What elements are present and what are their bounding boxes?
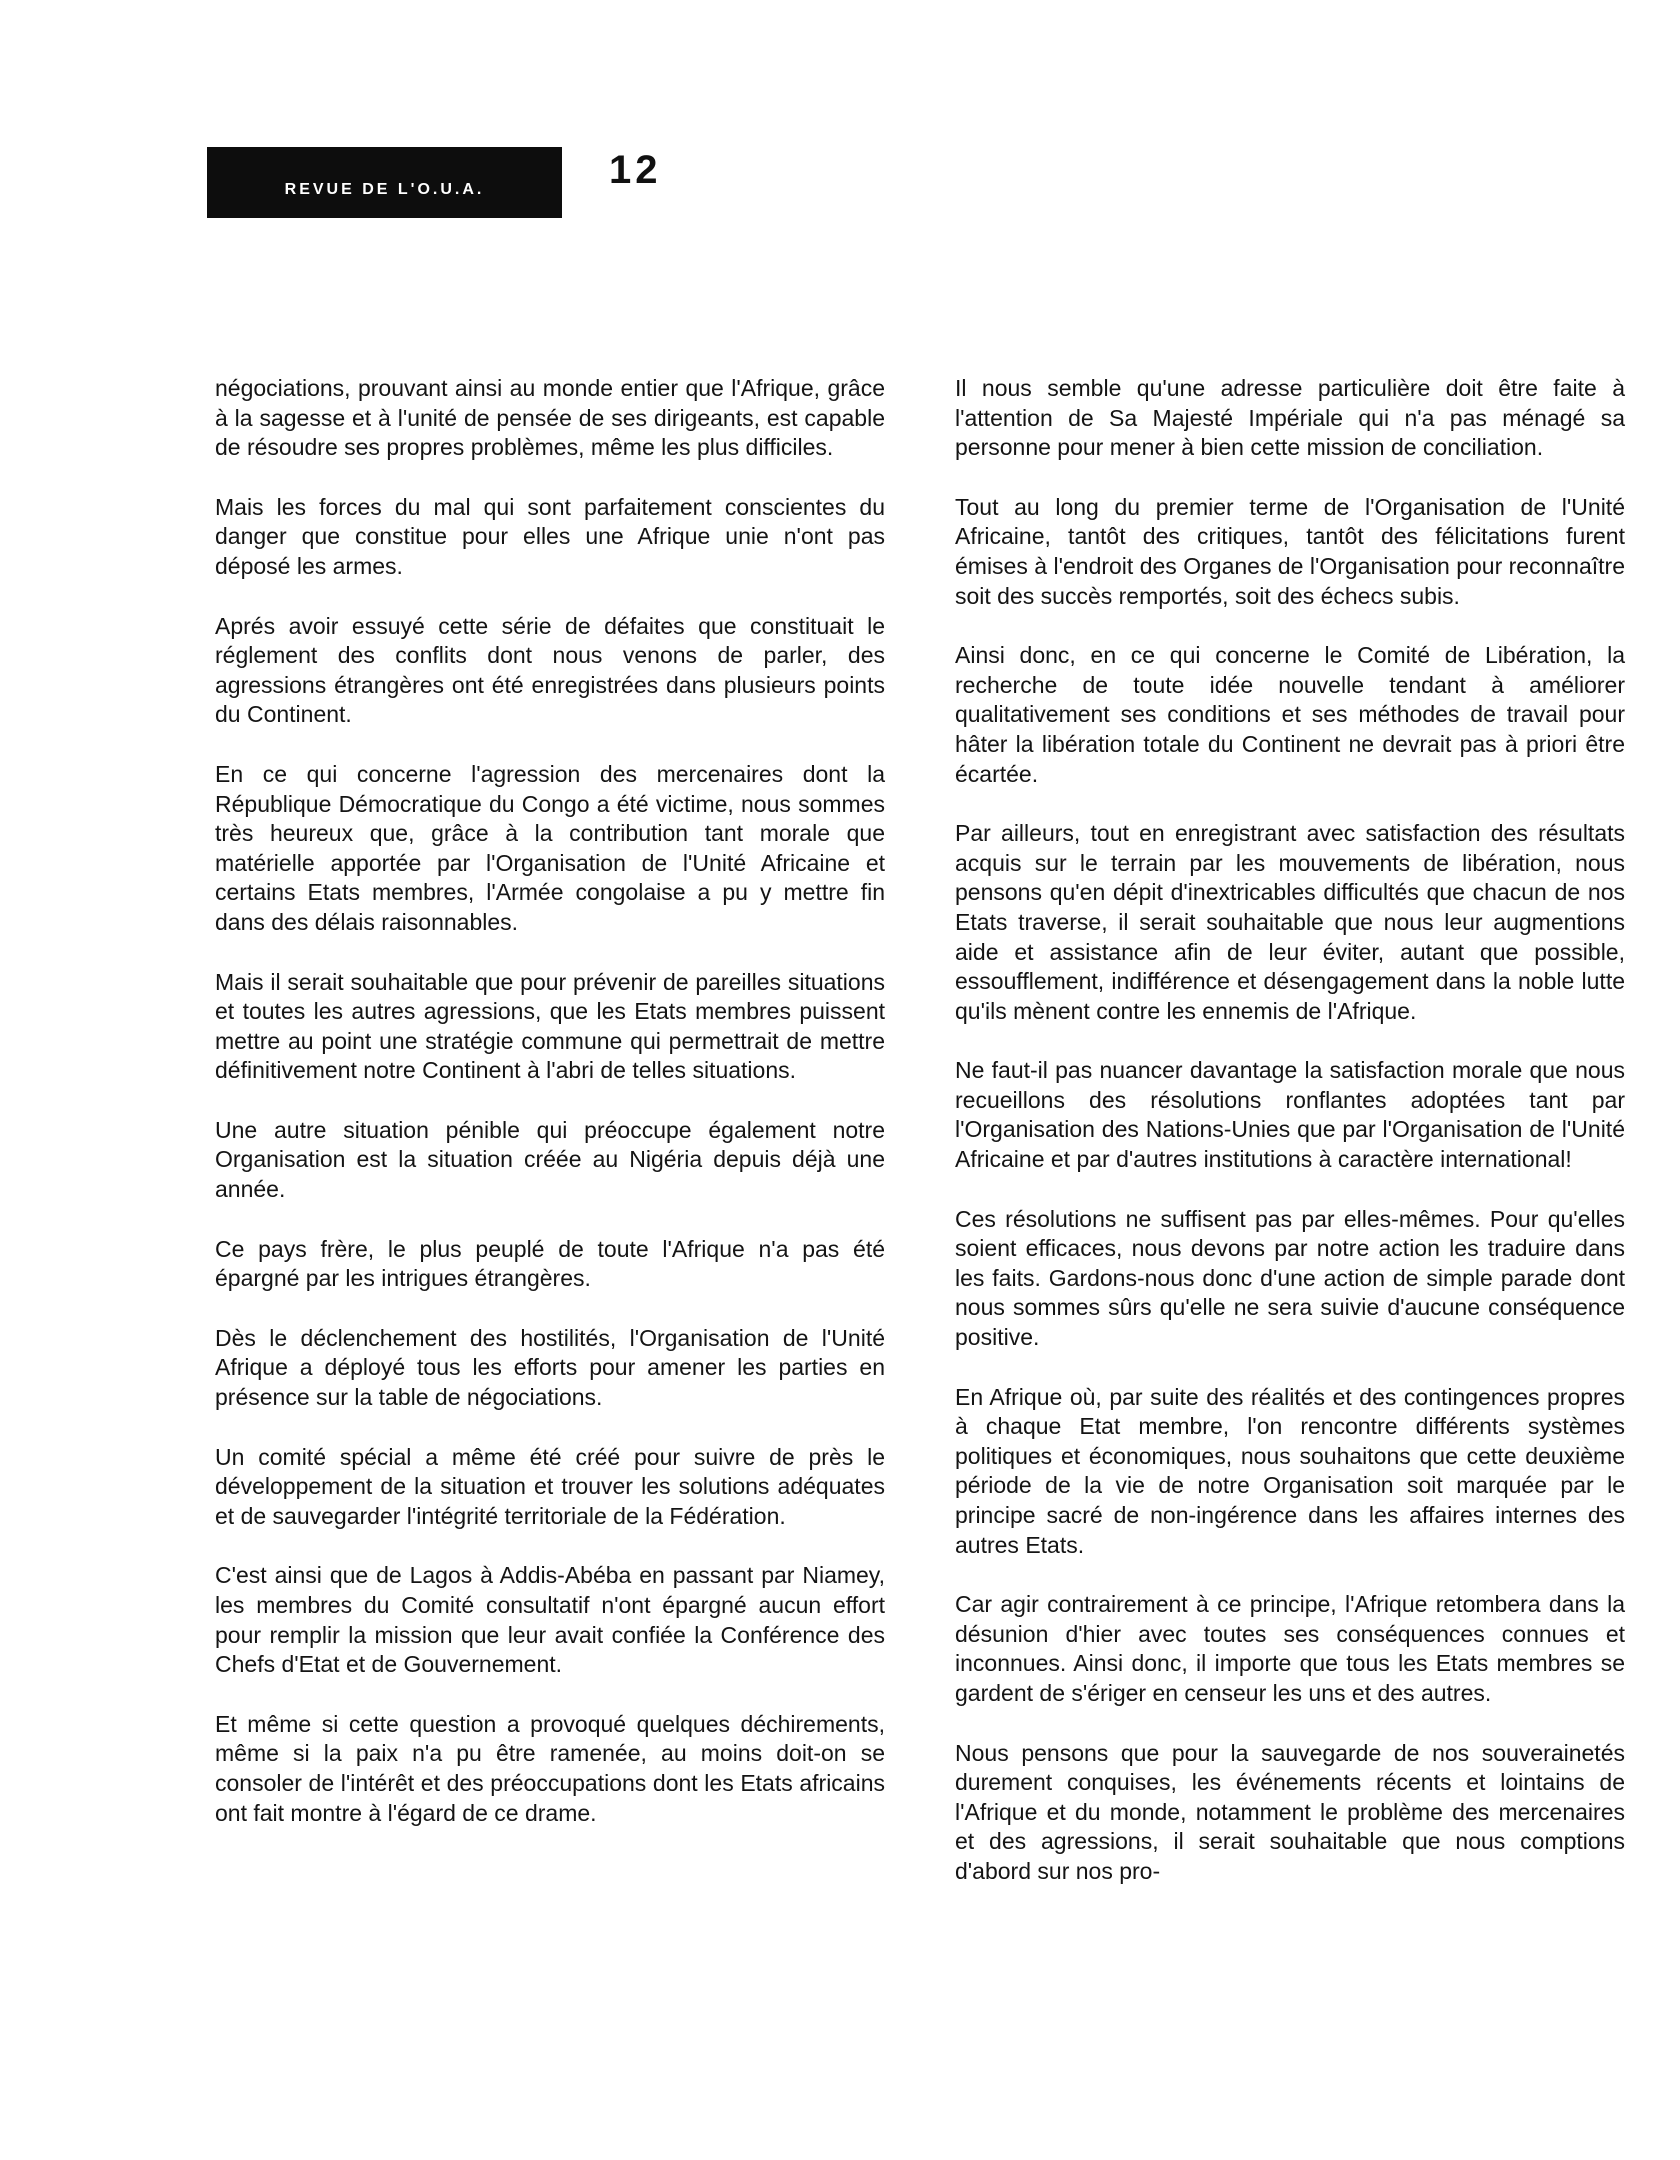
paragraph: Mais les forces du mal qui sont parfaitement conscientes du danger que constitue pour elles une Afrique unie n'ont pas déposé les armes. [215,493,885,579]
paragraph: Nous pensons que pour la sauvegarde de nos souverainetés durement conquises, les événements récents et lointains de l'Afrique et du monde, notamment le problème des mercenaires et des agressions, il serait souhaitable que nous comptions d'abord sur nos pro- [955,1739,1625,1884]
paragraph: En Afrique où, par suite des réalités et des contingences propres à chaque Etat membre, l'on rencontre différents systèmes politiques et économiques, nous souhaitons que cette deuxième période de la vie de notre Organisation soit marquée par le principe sacré de non-ingérence dans les affaires internes des autres Etats. [955,1383,1625,1558]
paragraph: Un comité spécial a même été créé pour suivre de près le développement de la situation et trouver les solutions adéquates et de sauvegarder l'intégrité territoriale de la Fédération. [215,1443,885,1529]
paragraph: Il nous semble qu'une adresse particulière doit être faite à l'attention de Sa Majesté Impériale qui n'a pas ménagé sa personne pour mener à bien cette mission de conciliation. [955,375,1625,461]
paragraph: En ce qui concerne l'agression des mercenaires dont la République Démocratique du Congo a été victime, nous sommes très heureux que, grâce à la contribution tant morale que matérielle apportée par l'Organisation de l'Unité Africaine et certains Etats membres, l'Armée congolaise a pu y mettre fin dans des délais raisonnables. [215,760,885,935]
paragraph: Ainsi donc, en ce qui concerne le Comité de Libération, la recherche de toute idée nouvelle tendant à améliorer qualitativement ses conditions et ses méthodes de travail pour hâter la libération totale du Continent ne devrait pas à priori être écartée. [955,642,1625,787]
paragraph: Mais il serait souhaitable que pour prévenir de pareilles situations et toutes les autres agressions, que les Etats membres puissent mettre au point une stratégie commune qui permettrait de mettre définitivement notre Continent à l'abri de telles situations. [215,968,885,1084]
paragraph: Et même si cette question a provoqué quelques déchirements, même si la paix n'a pu être ramenée, au moins doit-on se consoler de l'intérêt et des préoccupations dont les Etats africains ont fait montre à l'égard de ce drame. [215,1710,885,1826]
paragraph: Une autre situation pénible qui préoccupe également notre Organisation est la situation créée au Nigéria depuis déjà une année. [215,1116,885,1203]
paragraph: Ce pays frère, le plus peuplé de toute l'Afrique n'a pas été épargné par les intrigues étrangères. [215,1235,885,1292]
paragraph: Par ailleurs, tout en enregistrant avec satisfaction des résultats acquis sur le terrain par les mouvements de libération, nous pensons qu'en dépit d'inextricables difficultés que chacun de nos Etats traverse, il serait souhaitable que nous leur augmentions aide et assistance afin de leur éviter, autant que possible, essoufflement, indifférence et désengagement dans la noble lutte qu'ils mènent contre les ennemis de l'Afrique. [955,820,1625,1024]
paragraph: Dès le déclenchement des hostilités, l'Organisation de l'Unité Afrique a déployé tous les efforts pour amener les parties en présence sur la table de négociations. [215,1324,885,1411]
page-number: 12 [609,148,662,192]
paragraph: Ces résolutions ne suffisent pas par elles-mêmes. Pour qu'elles soient efficaces, nous devons par notre action les traduire dans les faits. Gardons-nous donc d'une action de simple parade dont nous sommes sûrs qu'elle ne sera suivie d'aucune conséquence positive. [955,1205,1625,1351]
paragraph: négociations, prouvant ainsi au monde entier que l'Afrique, grâce à la sagesse et à l'unité de pensée de ses dirigeants, est capable de résoudre ses propres problèmes, même les plus difficiles. [215,375,885,461]
paragraph: C'est ainsi que de Lagos à Addis-Abéba en passant par Niamey, les membres du Comité consultatif n'ont épargné aucun effort pour remplir la mission que leur avait confiée la Conférence des Chefs d'Etat et de Gouvernement. [215,1562,885,1678]
paragraph: Aprés avoir essuyé cette série de défaites que constituait le réglement des conflits dont nous venons de parler, des agressions étrangères ont été enregistrées dans plusieurs points du Continent. [215,612,885,728]
journal-header-bar [207,147,562,218]
journal-title: REVUE DE L'O.U.A. [284,180,485,198]
paragraph: Car agir contrairement à ce principe, l'Afrique retombera dans la désunion d'hier avec toutes ses conséquences connues et inconnues. Ainsi donc, il importe que tous les Etats membres se gardent de s'ériger en censeur les uns et des autres. [955,1591,1625,1706]
paragraph: Tout au long du premier terme de l'Organisation de l'Unité Africaine, tantôt des critiques, tantôt des félicitations furent émises à l'endroit des Organes de l'Organisation pour reconnaître soit des succès remportés, soit des échecs subis. [955,493,1625,609]
paragraph: Ne faut-il pas nuancer davantage la satisfaction morale que nous recueillons des résolutions ronflantes adoptées tant par l'Organisation des Nations-Unies que par l'Organisation de l'Unité Africaine et par d'autres institutions à caractère international! [955,1057,1625,1173]
right-text-column [955,374,1625,1917]
left-text-column [215,374,885,1858]
